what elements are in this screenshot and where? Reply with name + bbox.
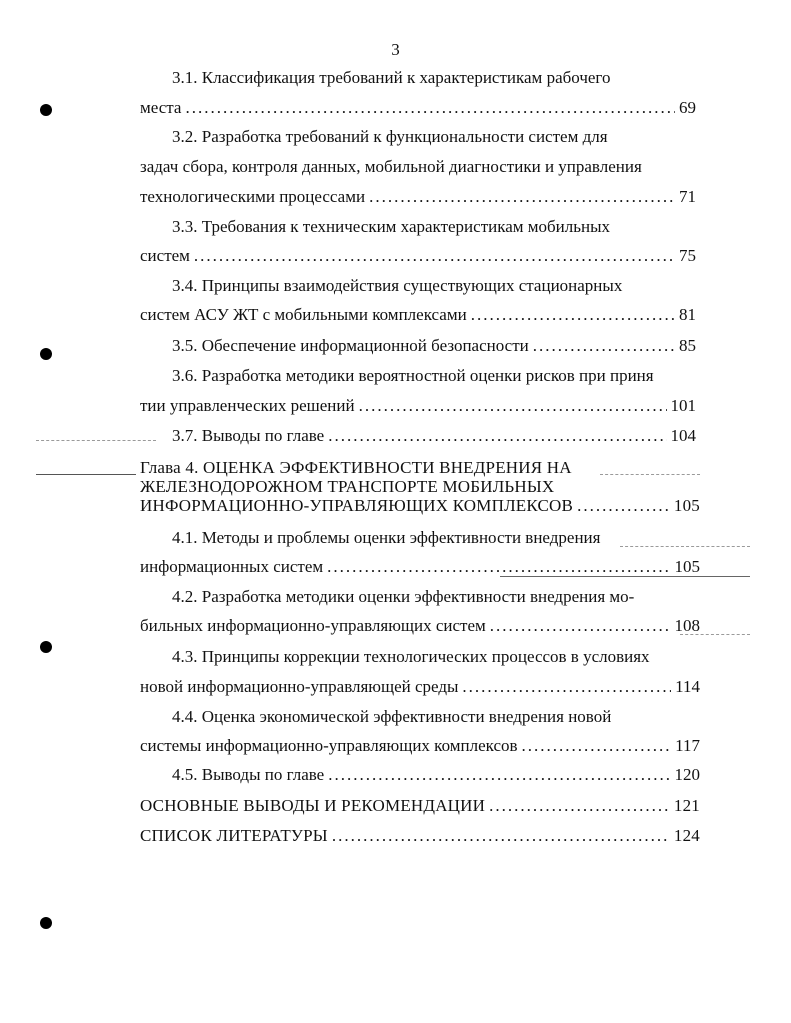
toc-entry-3-3-line1: 3.3. Требования к техническим характеристикам мобильных: [172, 217, 611, 236]
toc-page-number: 120: [674, 765, 700, 784]
dot-leader: [359, 396, 667, 416]
toc-entry-4-1: [140, 557, 700, 577]
toc-entry-title: 3.5. Обеспечение информационной безопасности: [172, 336, 529, 355]
scan-artifact-line: [36, 440, 156, 441]
toc-entry-3-4-line1: 3.4. Принципы взаимодействия существующих стационарных: [172, 276, 623, 295]
dot-leader: [185, 98, 675, 118]
toc-entry-3-4: [140, 305, 696, 325]
toc-entry-4-2: [140, 616, 700, 636]
toc-entry-3-2-line1: 3.2. Разработка требований к функциональности систем для: [172, 127, 608, 146]
toc-page-number: 105: [674, 557, 700, 576]
toc-page-number: 108: [674, 616, 700, 635]
toc-entry-title: ОСНОВНЫЕ ВЫВОДЫ И РЕКОМЕНДАЦИИ: [140, 796, 486, 815]
dot-leader: [577, 496, 670, 516]
punch-hole-4: [40, 917, 52, 929]
toc-page-number: 81: [679, 305, 696, 324]
dot-leader: [369, 187, 675, 207]
punch-hole-1: [40, 104, 52, 116]
dot-leader: [328, 426, 666, 446]
toc-chapter-4-line2: ЖЕЛЕЗНОДОРОЖНОМ ТРАНСПОРТЕ МОБИЛЬНЫХ: [140, 477, 555, 496]
toc-page-number: 71: [679, 187, 696, 206]
scan-artifact-line: [36, 474, 136, 475]
toc-entry-title: места: [140, 98, 182, 117]
toc-entry-title: СПИСОК ЛИТЕРАТУРЫ: [140, 826, 328, 845]
toc-page-number: 124: [673, 826, 700, 845]
dot-leader: [489, 796, 670, 816]
toc-page-number: 85: [679, 336, 696, 355]
toc-chapter-4: [140, 496, 700, 516]
dot-leader: [332, 826, 670, 846]
toc-entry-title: технологическими процессами: [140, 187, 366, 206]
toc-page-number: 101: [670, 396, 696, 415]
dot-leader: [522, 736, 672, 756]
page-number: 3: [391, 40, 400, 59]
toc-entry-3-5: [172, 336, 696, 356]
toc-entry-3-1-line1: 3.1. Классификация требований к характеристикам рабочего: [172, 68, 611, 87]
toc-entry-3-3: [140, 246, 696, 266]
toc-page-number: 114: [675, 677, 700, 696]
toc-entry-4-1-line1: 4.1. Методы и проблемы оценки эффективности внедрения: [172, 528, 601, 547]
toc-entry-3-7: [172, 426, 696, 446]
toc-entry-title: новой информационно-управляющей среды: [140, 677, 459, 696]
toc-entry-3-2: [140, 187, 696, 207]
toc-entry-title: тии управленческих решений: [140, 396, 355, 415]
dot-leader: [462, 677, 671, 697]
punch-hole-3: [40, 641, 52, 653]
dot-leader: [533, 336, 675, 356]
toc-entry-title: систем: [140, 246, 190, 265]
dot-leader: [328, 765, 670, 785]
toc-page-number: 121: [673, 796, 700, 815]
toc-entry-title: 4.5. Выводы по главе: [172, 765, 325, 784]
toc-page-number: 75: [679, 246, 696, 265]
toc-references: [140, 826, 700, 846]
toc-page-number: 69: [679, 98, 696, 117]
toc-entry-title: ИНФОРМАЦИОННО-УПРАВЛЯЮЩИХ КОМПЛЕКСОВ: [140, 496, 574, 515]
toc-entry-4-3: [140, 677, 700, 697]
toc-entry-title: систем АСУ ЖТ с мобильными комплексами: [140, 305, 467, 324]
scan-artifact-line: [620, 546, 750, 547]
toc-entry-3-1: [140, 98, 696, 118]
toc-entry-title: системы информационно-управляющих комплексов: [140, 736, 518, 755]
toc-page-number: 105: [673, 496, 700, 515]
punch-hole-2: [40, 348, 52, 360]
toc-entry-4-4-line1: 4.4. Оценка экономической эффективности внедрения новой: [172, 707, 612, 726]
toc-chapter-4-line1: Глава 4. ОЦЕНКА ЭФФЕКТИВНОСТИ ВНЕДРЕНИЯ НА: [140, 458, 572, 477]
toc-entry-3-6: [140, 396, 696, 416]
dot-leader: [194, 246, 675, 266]
dot-leader: [490, 616, 671, 636]
toc-entry-title: информационных систем: [140, 557, 324, 576]
toc-entry-title: 3.7. Выводы по главе: [172, 426, 325, 445]
toc-entry-4-4: [140, 736, 700, 756]
toc-entry-title: бильных информационно-управляющих систем: [140, 616, 486, 635]
toc-page-number: 104: [670, 426, 696, 445]
dot-leader: [471, 305, 675, 325]
toc-entry-4-2-line1: 4.2. Разработка методики оценки эффективности внедрения мо-: [172, 587, 635, 606]
dot-leader: [327, 557, 670, 577]
toc-entry-3-6-line1: 3.6. Разработка методики вероятностной оценки рисков при приня: [172, 366, 654, 385]
scan-artifact-line: [600, 474, 700, 475]
toc-entry-4-5: [172, 765, 700, 785]
toc-page-number: 117: [675, 736, 700, 755]
toc-conclusions: [140, 796, 700, 816]
toc-entry-3-2-line2: задач сбора, контроля данных, мобильной диагностики и управления: [140, 157, 642, 176]
toc-entry-4-3-line1: 4.3. Принципы коррекции технологических процессов в условиях: [172, 647, 650, 666]
